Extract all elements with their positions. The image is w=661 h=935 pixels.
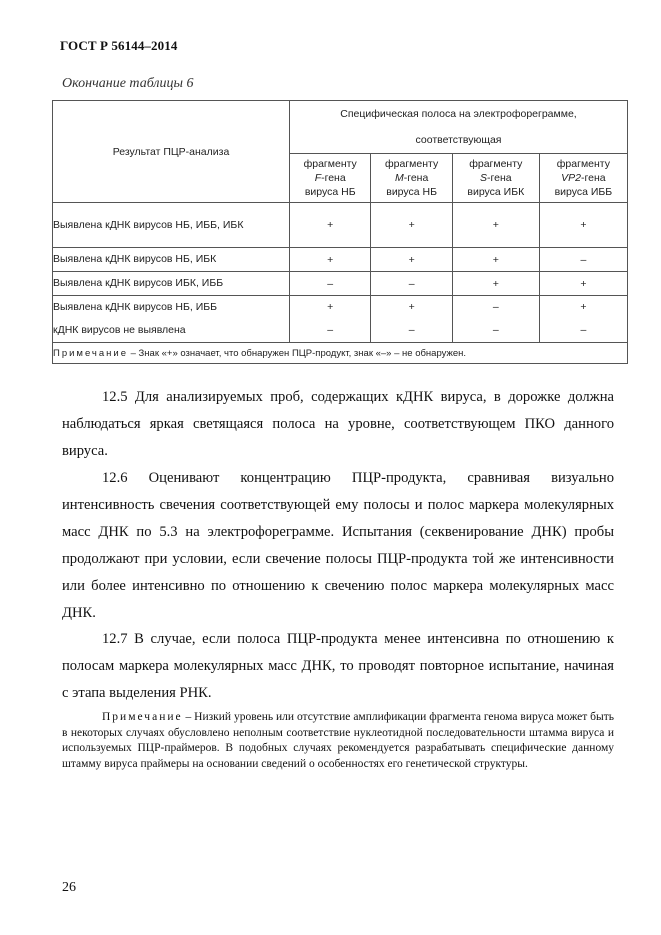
spec-header-line1: Специфическая полоса на электрофореграмме, (340, 108, 577, 120)
table-caption: Окончание таблицы 6 (62, 76, 194, 91)
result-mark: + (452, 248, 539, 272)
table-row (53, 203, 628, 248)
result-mark: + (539, 203, 627, 248)
table-row (53, 272, 628, 296)
table-note: Примечание – Знак «+» означает, что обнаружен ПЦР-продукт, знак «–» – не обнаружен. (53, 343, 628, 364)
results-table (52, 100, 628, 364)
column-header-s-gene: фрагменту S-гена вируса ИБК (452, 154, 539, 203)
paragraph-12-5: 12.5 Для анализируемых проб, содержащих кДНК вируса, в дорожке должна наблюдаться яркая светящаяся полоса на уровне, соответствующем ПКО данного вируса. (62, 389, 614, 459)
row-label: Выявлена кДНК вирусов НБ, ИБК (53, 248, 290, 272)
row-label: Выявлена кДНК вирусов НБ, ИББ кДНК вирусов не выявлена (53, 296, 290, 343)
table-note-row (53, 343, 628, 364)
result-mark: – (371, 272, 452, 296)
column-header-m-gene: фрагменту M-гена вируса НБ (371, 154, 452, 203)
row-label: Выявлена кДНК вирусов ИБК, ИББ (53, 272, 290, 296)
row-label: Выявлена кДНК вирусов НБ, ИББ, ИБК (53, 203, 290, 248)
result-mark: + (371, 248, 452, 272)
page-number: 26 (62, 880, 76, 895)
result-mark: + (290, 203, 371, 248)
result-mark: + (452, 203, 539, 248)
column-header-specific-band (290, 101, 628, 154)
result-mark: – (290, 272, 371, 296)
column-header-result: Результат ПЦР-анализа (53, 101, 290, 203)
standard-header: ГОСТ Р 56144–2014 (60, 38, 178, 53)
result-mark: – (539, 248, 627, 272)
result-mark: + (290, 248, 371, 272)
table-row (53, 248, 628, 272)
paragraph-12-7: 12.7 В случае, если полоса ПЦР-продукта менее интенсивна по отношению к полосам маркера молекулярных масс ДНК, то проводят повторное испытание, начиная с этапа выделения РНК. (62, 631, 614, 701)
bottom-note: Примечание – Низкий уровень или отсутствие амплификации фрагмента генома вируса может быть в некоторых случаях обусловлено неполным соответствие нуклеотидной последовательности штамма вируса и используемых ПЦР-праймеров. В подобных случаях рекомендуется разрабатывать специфические данному штамму вируса праймеры на основании сведений о особенностях его генетической структуры. (62, 711, 614, 770)
column-header-vp2-gene: фрагменту VP2-гена вируса ИББ (539, 154, 627, 203)
result-mark: + – (290, 296, 371, 343)
column-header-f-gene: фрагменту F-гена вируса НБ (290, 154, 371, 203)
result-mark: + – (539, 296, 627, 343)
spec-header-line2: соответствующая (415, 134, 502, 146)
result-mark: + (371, 203, 452, 248)
result-mark: – – (452, 296, 539, 343)
table-row (53, 296, 628, 343)
paragraph-12-6: 12.6 Оценивают концентрацию ПЦР-продукта, сравнивая визуально интенсивность свечения соответствующей ему полосы и полос маркера молекулярных масс ДНК по 5.3 на электрофореграмме. Испытания (секвенирование ДНК) пробы продолжают при условии, если свечение полосы ПЦР-продукта той же интенсивности или более интенсивно по отношению к свечению полос маркера молекулярных масс ДНК. (62, 470, 614, 621)
result-mark: + – (371, 296, 452, 343)
result-mark: + (539, 272, 627, 296)
result-mark: + (452, 272, 539, 296)
